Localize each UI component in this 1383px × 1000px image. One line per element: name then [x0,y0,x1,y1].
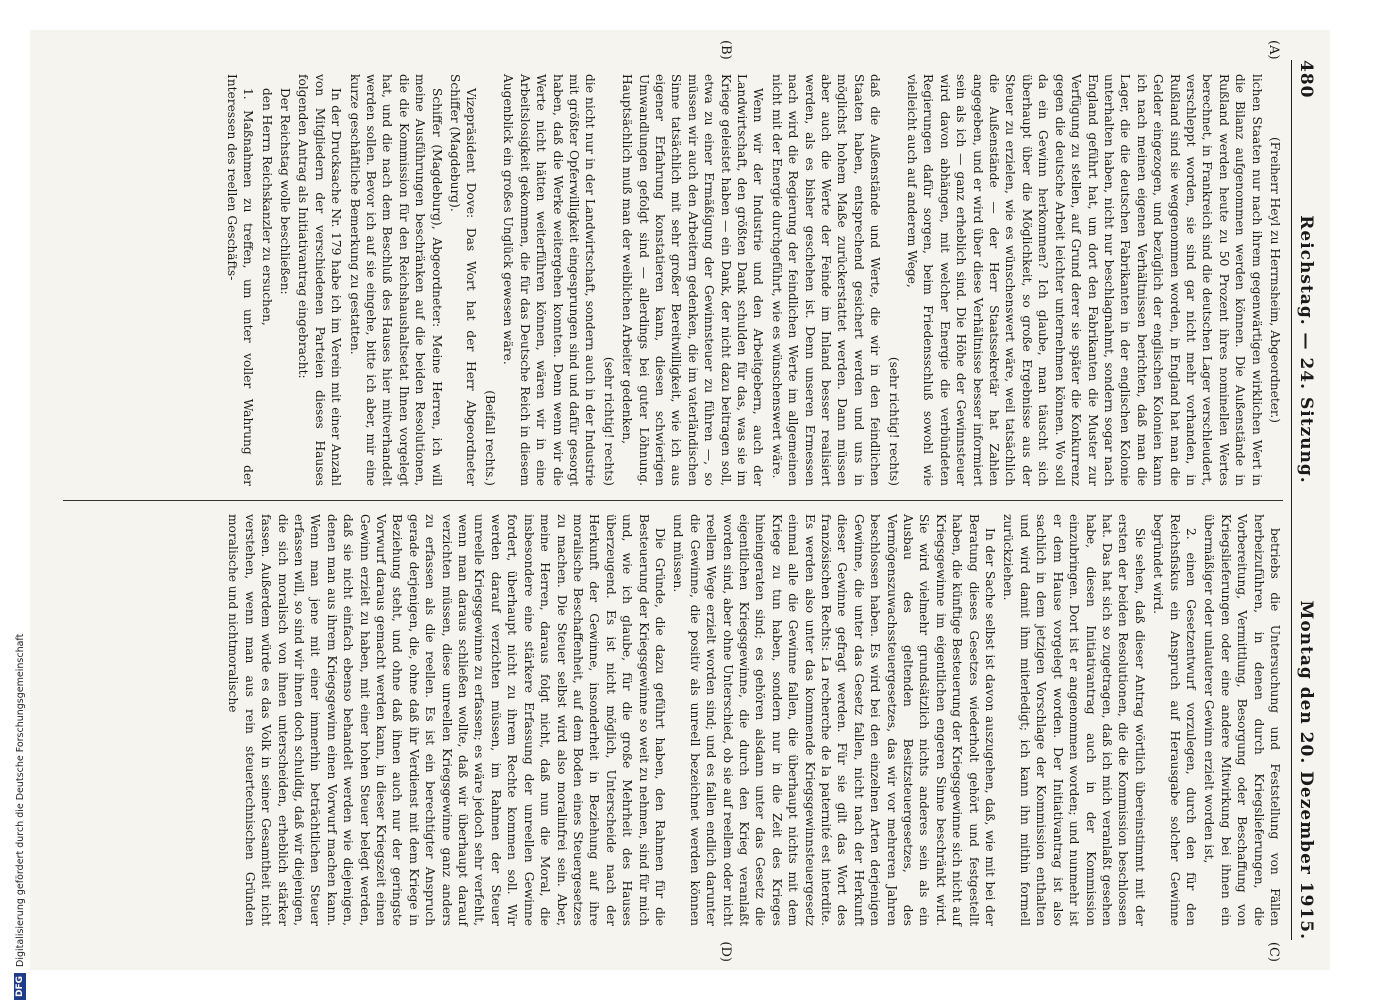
paragraph: lichen Staaten nur nach ihrem gegenwärtigen wirklichen Wert in die Bilanz aufgenommen werden können. Die Außenstände in Rußland werden heute zu 50 Prozent ihres nominellen Wertes berechnet, in Frankreich sind die deutschen Lager verschleudert, verschleppt worden, sie sind gar nicht mehr vorhanden, in Rußland sind sie weggenommen worden, in England hat man die Gelder eingezogen, und bezüglich der englischen Kolonien kann ich nach meinen eigenen Verhältnissen berichten, daß man die Lager, die die deutschen Fabrikanten in der englischen Kolonie unterhalten haben, nicht nur beschlagnahmt, sondern sogar nach England geführt hat, um dort den Fabrikanten die Muster zur Verfügung zu stellen, auf Grund derer sie später die Konkurrenz gegen die deutsche Arbeit leichter unternehmen können. Wo soll da ein Gewinn herkommen? Ich glaube, man täuscht sich überhaupt über die Möglichkeit, so große Ergebnisse aus der Steuer zu erzielen, wie es wünschenswert wäre, weil tatsächlich die Außenstände — der Herr Staatssekretär hat Zahlen angegeben, und er wird über diese Verhältnisse besser informiert sein als ich — ganz erheblich sind. Die Höhe der Gewinnsteuer wird davon abhängen, mit welcher Energie die verbündeten Regierungen dafür sorgen, beim Friedensschluß sowohl wie vielleicht auch auf anderem Wege, [905,74,1264,486]
paragraph: Sie sehen, daß dieser Antrag wörtlich übereinstimmt mit der ersten der beiden Resolutionen, die die Kommission beschlossen hat. Das hat sich so zugetragen, daß ich mich veranlaßt gesehen habe, diesen Initiativantrag auch in der Kommission einzubringen. Dort ist er angenommen worden; und nunmehr ist er dem Hause vorgelegt worden. Der Initiativantrag ist also sachlich in dem jetzigen Vorschlage der Kommission enthalten und wird damit ihm miterledigt; ich kann ihn mithin formell zurückziehen. [1001,514,1147,926]
header-title: Reichstag. — 24. Sitzung. [1296,215,1316,484]
page-header [1291,60,1316,940]
page-number: 480 [1296,60,1316,99]
scanned-page [30,30,1330,970]
digitization-credit [14,634,26,1000]
left-column [63,60,1283,500]
motion-item: betriebs die Untersuchung und Feststellung von Fällen herbeizuführen, in denen durch Kriegslieferungen, die Vorbereitung, Vermittlung, Besorgung oder Beschaffung von Kriegslieferungen oder eine andere Mitwirkung bei ihnen ein übermäßiger oder unlauterer Gewinn erzielt worden ist, [1202,514,1282,926]
paragraph: Wenn wir der Industrie und den Arbeitgebern, auch der Landwirtschaft, den größten Dank schulden für das, was sie im Kriege geleistet haben — ein Dank, der nicht dazu beitragen soll, etwa zu einer Ermäßigung der Gewinnsteuer zu führen —, so müssen wir auch den Arbeitern gedenken, die im vaterländischen Sinne tatsächlich mit sehr großer Bereitwilligkeit, wie ich aus eigener Erfahrung konstatieren kann, diesen schwierigen Umwandlungen gefolgt sind — allerdings bei guter Löhnung. Hauptsächlich muß man der weiblichen Arbeiter gedenken, [620,74,766,486]
interjection: (sehr richtig! rechts) [601,356,616,486]
dfg-logo: DFG [14,973,26,1000]
credit-text: Digitalisierung gefördert durch die Deutsche Forschungsgemeinschaft [14,633,26,967]
motion-item: 2. einen Gesetzentwurf vorzulegen, durch den für den Reichsfiskus ein Anspruch auf Herausgabe solcher Gewinne begründet wird. [1151,514,1198,926]
paragraph: die nicht nur in der Landwirtschaft, sondern auch in der Industrie mit größter Opferwilligkeit eingesprungen sind und dafür gesorgt haben, daß die Werke weitergehen konnten. Denn wenn wir die Werte nicht hätten weiterführen können, wären wir in eine Arbeitslosigkeit gekommen, die für das Deutsche Reich in diesem Augenblick ein großes Unglück gewesen wäre. [501,74,598,486]
interjection: (sehr richtig! rechts) [886,356,901,486]
paragraph: In der Sache selbst ist davon auszugehen, daß, wie mit bei der Beratung dieses Gesetzes wiederholt gehört und festgestellt haben, die künftige Besteuerung der Kriegsgewinne sich nicht auf Kriegsgewinne im eigentlichen engeren Sinne beschränkt wird. Sie wird vielmehr grundsätzlich nichts anderes sein als ein Ausbau des geltenden Besitzsteuergesetzes, des Vermögenszuwachssteuergesetzes, das wir vor mehreren Jahren beschlossen haben. Es wird bei den einzelnen Arten derjenigen Gewinne, die unter das Gesetz fallen, nicht nach der Herkunft dieser Gewinne gefragt werden. Für sie gilt das Wort des französischen Rechts: La recherche de la paternité est interdite. Es werden also unter das kommende Kriegsgewinnsteuergesetz einmal alle die Gewinne fallen, die überhaupt nichts mit dem Kriege zu tun haben, sondern nur in die Zeit des Krieges hineingeraten sind; es gehören alsdann unter das Gesetz die eigentlichen Kriegsgewinne, die durch den Krieg veranlaßt worden sind, aber ohne Unterschied, ob sie auf reellem oder nicht reellem Wege erzielt worden sind; und es fallen endlich darunter die Gewinne, die positiv als unreell bezeichnet werden können und müssen. [671,514,998,926]
motion-line: den Herrn Reichskanzler zu ersuchen, [259,88,274,326]
margin-marker-b: (B) [718,40,733,60]
motion-line: Der Reichstag wolle beschließen: [278,88,293,295]
paragraph: Die Gründe, die dazu geführt haben, den Rahmen für die Besteuerung der Kriegsgewinne so weit zu nehmen, sind für mich und, wie ich glaube, für die große Mehrheit des Hauses überzeugend. Es ist nicht möglich, Unterscheide nach der Herkunft der Gewinne, insonderheit in Beziehung auf ihre moralische Beschaffenheit, auf dem Boden eines Steuergesetzes zu machen. Die Steuer selbst wird also moralinfrei sein. Aber, meine Herren, daraus folgt nicht, daß nun die Moral, die insbesondere eine stärkere Erfassung der unreellen Gewinne fordert, überhaupt nicht zu ihrem Rechte kommen soll. Wir werden darauf verzichten müssen, im Rahmen der Steuer unreelle Kriegsgewinne zu erfassen; es wäre jedoch sehr verfehlt, wenn man daraus schließen wollte, daß wir überhaupt darauf verzichten müssen, diese unreellen Kriegsgewinne ganz anders zu erfassen als die reellen. Es ist ein berechtigter Anspruch gerade derjenigen, die, ohne daß ihr Verdienst mit dem Kriege in Beziehung steht, und ohne daß ihnen auch nur der geringste Vorwurf daraus gemacht werden kann, in dieser Kriegszeit einen Gewinn erzielt zu haben, mit einer hohen Steuer belegt werden, daß sie nicht einfach ebenso behandelt werden wie diejenigen, denen man aus ihrem Kriegsgewinn einen Vorwurf machen kann. Wenn man jene mit einer immerhin beträchtlichen Steuer erfassen will, so sind wir ihnen doch schuldig, daß wir diejenigen, die sich moralisch von ihnen unterscheiden, erheblich stärker fassen. Außerdem würde es das Volk in seiner Gesamtheit nicht verstehen, wenn man aus rein steuertechnischen Gründen moralische und nichtmoralische [226,514,667,926]
margin-marker-d: (D) [718,941,733,962]
header-date: Montag den 20. Dezember 1915. [1296,600,1316,940]
interjection: (Beifall rechts.) [482,390,497,486]
margin-marker-a: (A) [1266,40,1281,60]
paragraph: daß die Außenstände und Werte, die wir in den feindlichen Staaten haben, entsprechend gesichert werden und uns in möglichst hohem Maße zurückerstattet werden. Dann müssen aber auch die Werte der Feinde im Inland besser realisiert werden, als es bisher geschehen ist. Denn unseren Ermessen nach wird die Regierung der feindlichen Werte im allgemeinen nicht mit der Energie durchgeführt, wie es wünschenswert wäre. [769,74,883,486]
speaker-line: (Freiherr Heyl zu Herrnsheim, Abgeordneter.) [1268,136,1282,424]
column-divider [63,500,1283,501]
motion-item: 1. Maßnahmen zu treffen, um unter voller Wahrung der Interessen des reellen Geschäfts- [224,74,256,486]
margin-marker-c: (C) [1266,941,1281,962]
paragraph: Schiffer (Magdeburg), Abgeordneter: Meine Herren, ich will meine Ausführungen beschränken auf die beiden Resolutionen, die die Kommission für den Reichshaushaltsetat Ihnen vorgelegt hat, und die nach dem Beschluß des Hauses hier mitverhandelt werden sollen. Bevor ich auf sie eingehe, bitte ich aber, mir eine kurze geschäftliche Bemerkung zu gestatten. [347,74,444,486]
speaker-introduction: Vizepräsident Dove: Das Wort hat der Herr Abgeordneter Schiffer (Magdeburg). [448,74,479,486]
text-columns [63,40,1283,962]
right-column [63,500,1283,940]
paragraph: In der Drucksache Nr. 179 habe ich im Verein mit einer Anzahl von Mitgliedern der verschiedenen Parteien dieses Hauses folgenden Antrag als Initiativantrag eingebracht: [296,74,344,486]
